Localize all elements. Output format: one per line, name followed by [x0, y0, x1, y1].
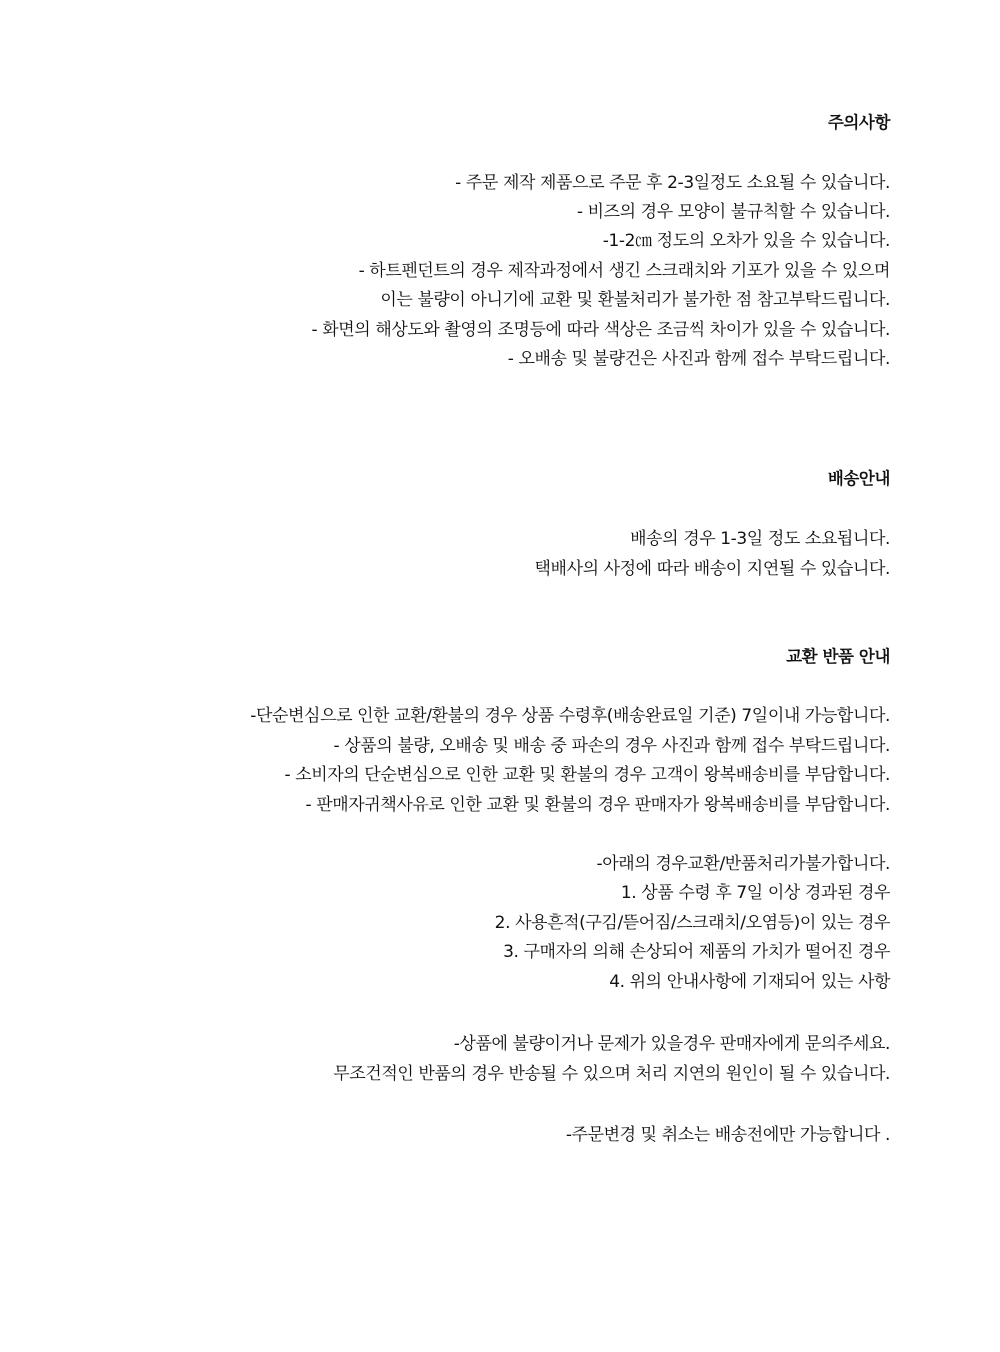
not-allowed-item-4: 4. 위의 안내사항에 기재되어 있는 사항 [609, 972, 890, 992]
not-allowed-header: -아래의 경우교환/반품처리가불가합니다. [596, 854, 890, 874]
defect-line-1: -상품에 불량이거나 문제가 있을경우 판매자에게 문의주세요. [453, 1034, 890, 1054]
caution-line-1: - 주문 제작 제품으로 주문 후 2-3일정도 소요될 수 있습니다. [455, 173, 890, 193]
shipping-line-1: 배송의 경우 1-3일 정도 소요됩니다. [630, 529, 890, 549]
caution-line-2: - 비즈의 경우 모양이 불규칙할 수 있습니다. [576, 202, 890, 222]
caution-line-6: - 화면의 해상도와 촬영의 조명등에 따라 색상은 조금씩 차이가 있을 수 있습니다. [311, 320, 890, 340]
not-allowed-item-3: 3. 구매자의 의해 손상되어 제품의 가치가 떨어진 경우 [503, 942, 890, 962]
caution-line-7: - 오배송 및 불량건은 사진과 함께 접수 부탁드립니다. [507, 349, 890, 369]
exchange-policy-line-4: - 판매자귀책사유로 인한 교환 및 환불의 경우 판매자가 왕복배송비를 부담합니다. [305, 795, 890, 815]
exchange-policy-line-2: - 상품의 불량, 오배송 및 배송 중 파손의 경우 사진과 함께 접수 부탁드립니다. [333, 736, 890, 756]
exchange-policy-line-3: - 소비자의 단순변심으로 인한 교환 및 환불의 경우 고객이 왕복배송비를 부담합니다. [284, 765, 890, 785]
shipping-line-2: 택배사의 사정에 따라 배송이 지연될 수 있습니다. [534, 559, 890, 579]
shipping-title: 배송안내 [827, 469, 890, 488]
exchange-policy-line-1: -단순변심으로 인한 교환/환불의 경우 상품 수령후(배송완료일 기준) 7일이내 가능합니다. [250, 706, 890, 726]
not-allowed-item-2: 2. 사용흔적(구김/뜯어짐/스크래치/오염등)이 있는 경우 [494, 913, 890, 933]
caution-line-4: - 하트펜던트의 경우 제작과정에서 생긴 스크래치와 기포가 있을 수 있으며 [358, 261, 890, 281]
caution-line-5: 이는 불량이 아니기에 교환 및 환불처리가 불가한 점 참고부탁드립니다. [380, 290, 890, 310]
not-allowed-item-1: 1. 상품 수령 후 7일 이상 경과된 경우 [620, 883, 890, 903]
defect-line-2: 무조건적인 반품의 경우 반송될 수 있으며 처리 지연의 원인이 될 수 있습니다. [333, 1064, 890, 1084]
caution-title: 주의사항 [827, 113, 890, 132]
caution-line-3: -1-2㎝ 정도의 오차가 있을 수 있습니다. [602, 231, 890, 251]
exchange-title: 교환 반품 안내 [786, 647, 890, 666]
order-change-line: -주문변경 및 취소는 배송전에만 가능합니다 . [565, 1125, 890, 1145]
